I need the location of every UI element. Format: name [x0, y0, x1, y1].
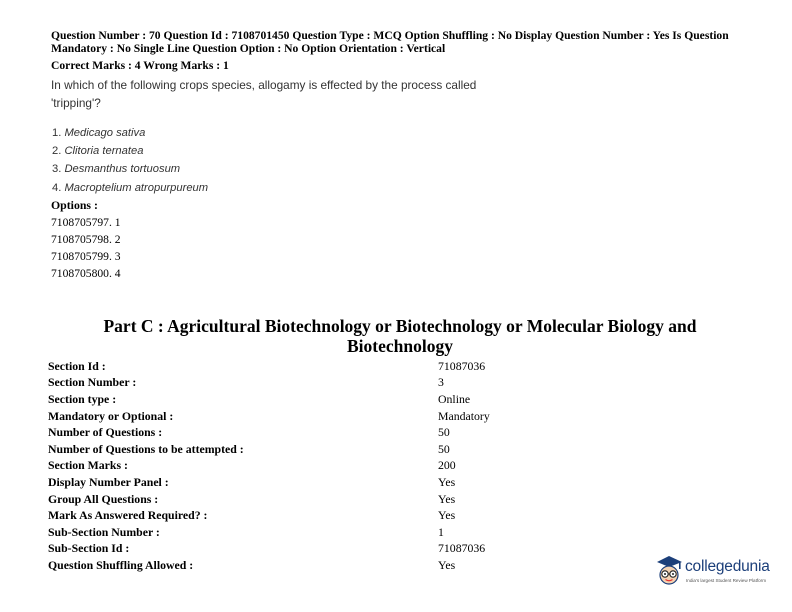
section-value: Online	[438, 391, 471, 406]
option-id: 7108705800. 4	[51, 267, 121, 280]
section-label: Section type :	[48, 391, 117, 406]
choice-text: Desmanthus tortuosum	[64, 163, 181, 176]
section-label: Group All Questions :	[48, 491, 159, 506]
section-label: Section Number :	[48, 375, 137, 390]
section-label: Section Marks :	[48, 458, 128, 473]
table-row	[48, 358, 490, 375]
table-row	[48, 424, 490, 441]
answer-choice	[52, 142, 208, 160]
question-meta: Question Number : 70 Question Id : 7108701450 Question Type : MCQ Option Shuffling : No Display Question Number : Yes Is Question Mandatory : No Single Line Question Option : No Option Orientation : Vertical	[51, 29, 729, 56]
option-id: 7108705798. 2	[51, 233, 121, 246]
table-row	[48, 541, 490, 558]
choice-text: Clitoria ternatea	[64, 145, 144, 158]
graduate-mascot-icon	[655, 552, 685, 588]
option-id: 7108705799. 3	[51, 250, 121, 263]
section-value: Yes	[438, 508, 456, 523]
question-text: In which of the following crops species, allogamy is effected by the process called 'tripping'?	[51, 78, 477, 110]
table-row	[48, 524, 490, 541]
section-label: Section Id :	[48, 358, 106, 373]
section-value: Mandatory	[438, 408, 490, 423]
question-marks: Correct Marks : 4 Wrong Marks : 1	[51, 59, 229, 72]
logo-name: collegedunia	[685, 558, 770, 575]
answer-choice	[52, 124, 208, 142]
answer-choice	[52, 179, 208, 197]
logo-tagline: India's largest Student Review Platform	[686, 578, 767, 583]
section-label: Display Number Panel :	[48, 474, 169, 489]
collegedunia-logo	[655, 552, 785, 588]
section-value: 200	[438, 458, 456, 473]
table-row	[48, 557, 490, 574]
section-value: 50	[438, 441, 450, 456]
section-value: 71087036	[438, 358, 486, 373]
option-id: 7108705797. 1	[51, 216, 121, 229]
section-value: 1	[438, 524, 444, 539]
section-value: 3	[438, 375, 444, 390]
choice-number: 4.	[52, 181, 62, 194]
choice-text: Medicago sativa	[64, 127, 146, 139]
table-row	[48, 507, 490, 524]
choice-number: 1.	[52, 127, 62, 139]
section-value: Yes	[438, 491, 456, 506]
section-label: Mark As Answered Required? :	[48, 508, 208, 523]
section-label: Sub-Section Id :	[48, 541, 130, 556]
choice-text: Macroptelium atropurpureum	[64, 181, 209, 194]
section-value: Yes	[438, 474, 456, 489]
section-details-table	[48, 358, 490, 574]
table-row	[48, 391, 490, 408]
answer-choices	[52, 124, 208, 197]
section-label: Sub-Section Number :	[48, 524, 160, 539]
table-row	[48, 474, 490, 491]
section-value: 71087036	[438, 541, 486, 556]
table-row	[48, 408, 490, 425]
part-title: Part C : Agricultural Biotechnology or Biotechnology or Molecular Biology and Biotechnology	[103, 316, 697, 356]
table-row	[48, 441, 490, 458]
section-label: Number of Questions :	[48, 425, 163, 440]
section-label: Question Shuffling Allowed :	[48, 557, 194, 572]
choice-number: 3.	[52, 163, 62, 176]
option-id-list	[51, 214, 121, 282]
table-row	[48, 375, 490, 392]
section-value: 50	[438, 425, 450, 440]
choice-number: 2.	[52, 145, 62, 158]
section-label: Number of Questions to be attempted :	[48, 441, 244, 456]
table-row	[48, 491, 490, 508]
section-value: Yes	[438, 557, 456, 572]
options-label: Options :	[51, 198, 98, 212]
table-row	[48, 458, 490, 475]
answer-choice	[52, 160, 208, 178]
section-label: Mandatory or Optional :	[48, 408, 174, 423]
